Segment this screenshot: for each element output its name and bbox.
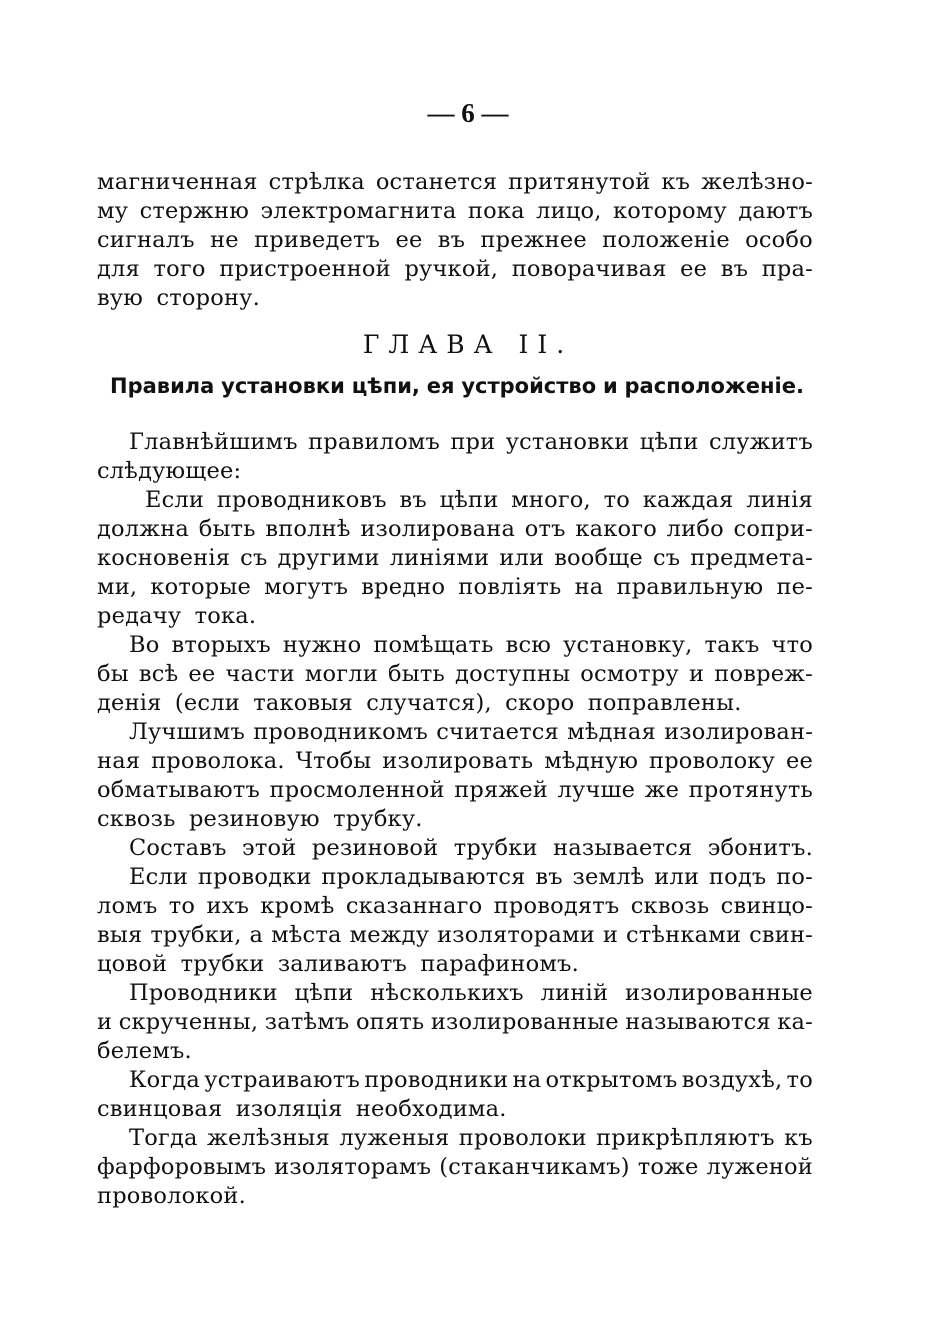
text-line: магниченная стрѣлка останется притянутой къ желѣзно- (97, 169, 813, 195)
text-line: Во вторыхъ нужно помѣщать всю установку, такъ что (129, 632, 813, 658)
text-line: бы всѣ ее части могли быть доступны осмотру и повреж- (97, 661, 813, 687)
text-line: цовой трубки заливаютъ парафиномъ. (97, 951, 579, 977)
text-line: Когда устраиваютъ проводники на открытомъ воздухѣ, то (129, 1067, 813, 1093)
text-line: проволокой. (97, 1183, 246, 1209)
intro-paragraph (97, 168, 813, 313)
text-line: и скрученны, затѣмъ опять изолированные называются ка- (97, 1009, 813, 1035)
text-line: денiя (если таковыя случатся), скоро поправлены. (97, 690, 742, 716)
text-line: Если проводки прокладываются въ землѣ или подъ по- (129, 864, 813, 890)
paragraph (97, 834, 813, 863)
text-line: Составъ этой резиновой трубки называется эбонитъ. (129, 835, 813, 861)
text-line: выя трубки, а мѣста между изоляторами и стѣнками свин- (97, 922, 813, 948)
paragraph (97, 718, 813, 834)
text-line: Главнѣйшимъ правиломъ при установки цѣпи служитъ (129, 429, 813, 455)
text-line: Тогда желѣзныя луженыя проволоки прикрѣпляютъ къ (129, 1125, 813, 1151)
paragraph (97, 863, 813, 979)
text-line: обматываютъ просмоленной пряжей лучше же протянуть (97, 777, 813, 803)
paragraph (97, 1124, 813, 1211)
text-line: вую сторону. (97, 285, 260, 311)
text-line: му стержню электромагнита пока лицо, которому даютъ (97, 198, 813, 224)
text-line: Лучшимъ проводникомъ считается мѣдная изолирован- (129, 719, 813, 745)
text-line: Если проводниковъ въ цѣпи много, то каждая линiя (145, 487, 813, 513)
text-line: слѣдующее: (97, 458, 242, 484)
text-line: сигналъ не приведетъ ее въ прежнее положенiе особо (97, 227, 813, 253)
chapter-heading: ГЛАВА II. (362, 330, 574, 359)
paragraph (97, 979, 813, 1066)
text-line: ная проволока. Чтобы изолировать мѣдную проволоку ее (97, 748, 813, 774)
page-number: — 6 — (427, 98, 509, 128)
text-line: Проводники цѣпи нѣсколькихъ линiй изолированные (129, 980, 813, 1006)
text-line: редачу тока. (97, 603, 257, 629)
paragraph (97, 631, 813, 718)
chapter-subtitle: Правила установки цѣпи, ея устройство и расположенiе. (110, 374, 804, 398)
text-line: косновенiя съ другими линiями или вообще съ предмета- (97, 545, 813, 571)
text-line: ми, которые могутъ вредно повлiять на правильную пе- (97, 574, 813, 600)
paragraph (97, 1066, 813, 1124)
paragraph (97, 428, 813, 486)
text-line: свинцовая изоляцiя необходима. (97, 1096, 507, 1122)
text-line: сквозь резиновую трубку. (97, 806, 423, 832)
chapter-body (97, 428, 813, 1211)
text-line: белемъ. (97, 1038, 192, 1064)
text-line: ломъ то ихъ кромѣ сказаннаго проводятъ сквозь свинцо- (97, 893, 813, 919)
text-line: должна быть вполнѣ изолирована отъ какого либо сопри- (97, 516, 813, 542)
text-line: фарфоровымъ изоляторамъ (стаканчикамъ) тоже луженой (97, 1154, 813, 1180)
text-line: для того пристроенной ручкой, поворачивая ее въ пра- (97, 256, 813, 282)
paragraph (97, 486, 813, 631)
